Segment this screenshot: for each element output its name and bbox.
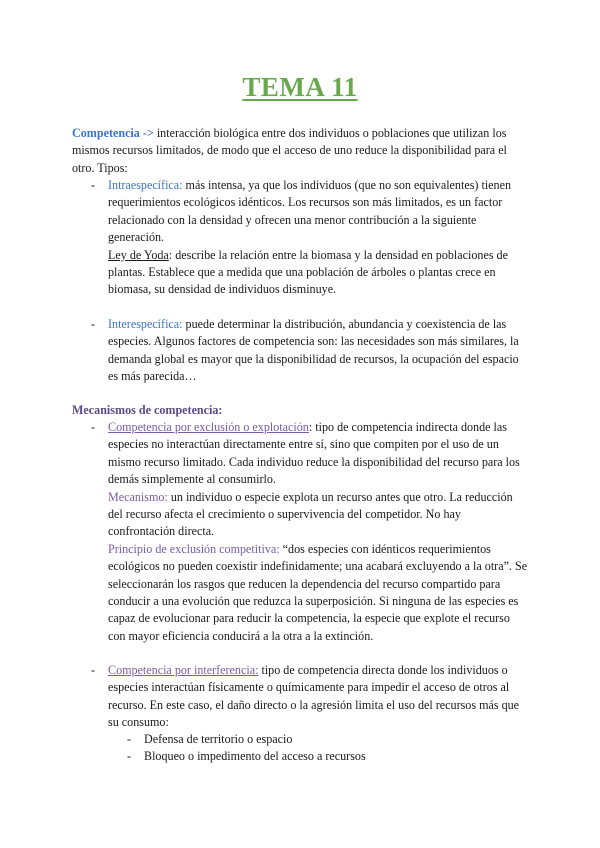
sub-bullet-dash: - xyxy=(127,732,132,746)
sub-item-bloqueo: Bloqueo o impedimento del acceso a recursos xyxy=(144,749,366,763)
interespecifica-text: puede determinar la distribución, abundancia y coexistencia de las especies. Algunos factores de competencia son: las necesidades son más similares, la demanda global es mayor que la disponibilidad de recursos, la ocupación del espacio es más parecida… xyxy=(108,317,519,384)
interespecifica-term: Interespecífica: xyxy=(108,317,183,331)
bullet-dash: - xyxy=(91,663,96,677)
exclusion-item xyxy=(108,419,530,645)
interespecifica-item xyxy=(108,316,530,386)
competencia-term: Competencia -> xyxy=(72,126,154,140)
interferencia-term: Competencia por interferencia: xyxy=(108,663,259,677)
intraespecifica-item xyxy=(108,177,530,299)
principio-exclusion-text: “dos especies con idénticos requerimientos ecológicos no pueden coexistir indefinidamente; una acabará excluyendo a la otra”. Se seleccionarán los rasgos que reducen la dependencia del recurso compartido para conducir a una evolución que reduzca la superposición. Si ninguna de las especies es capaz de evolucionar para reducir la competencia, la especie que explote el recurso con mayor eficiencia conducirá a la otra a la extinción. xyxy=(108,541,528,643)
ley-de-yoda-text: : describe la relación entre la biomasa y la densidad en poblaciones de plantas. Establece que a medida que una población de árboles o plantas crece en biomasa, su densidad de individuos disminuye. xyxy=(108,247,508,297)
sub-item-territorio: Defensa de territorio o espacio xyxy=(144,732,293,746)
exclusion-text: : tipo de competencia indirecta donde las especies no interactúan directamente entre sí, sino que compiten por el uso de un mismo recurso limitado. Cada individuo reduce la disponibilidad del recurso para los demás simplemente al consumirlo. xyxy=(108,420,520,487)
mecanismos-heading: Mecanismos de competencia: xyxy=(72,403,223,417)
page-title: TEMA 11 xyxy=(242,72,358,102)
bullet-dash: - xyxy=(91,317,96,331)
intraespecifica-term: Intraespecífica: xyxy=(108,178,183,192)
competencia-text: interacción biológica entre dos individuos o poblaciones que utilizan los mismos recursos limitados, de modo que el acceso de uno reduce la disponibilidad para el otro. Tipos: xyxy=(72,126,507,175)
exclusion-term: Competencia por exclusión o explotación xyxy=(108,420,309,434)
principio-exclusion-term: Principio de exclusión competitiva: xyxy=(108,541,280,556)
interferencia-item xyxy=(108,662,530,732)
competencia-definition xyxy=(72,125,530,177)
bullet-dash: - xyxy=(91,420,96,434)
mecanismo-text: un individuo o especie explota un recurso antes que otro. La reducción del recurso afecta el crecimiento o supervivencia del competidor. No hay confrontación directa. xyxy=(108,489,513,539)
ley-de-yoda-term: Ley de Yoda xyxy=(108,247,169,262)
bullet-dash: - xyxy=(91,178,96,192)
sub-bullet-dash: - xyxy=(127,749,132,763)
mecanismo-term: Mecanismo: xyxy=(108,489,168,504)
intraespecifica-text: más intensa, ya que los individuos (que no son equivalentes) tienen requerimientos ecológicos idénticos. Los recursos son más limitados, es un factor relacionado con la densidad y ofrecen una menor contribución a la siguiente generación. xyxy=(108,178,512,245)
interferencia-text: tipo de competencia directa donde los individuos o especies interactúan físicamente o químicamente para impedir el acceso de otros al recurso. En este caso, el daño directo o la agresión limita el uso del recursos más que su consumo: xyxy=(108,663,520,730)
